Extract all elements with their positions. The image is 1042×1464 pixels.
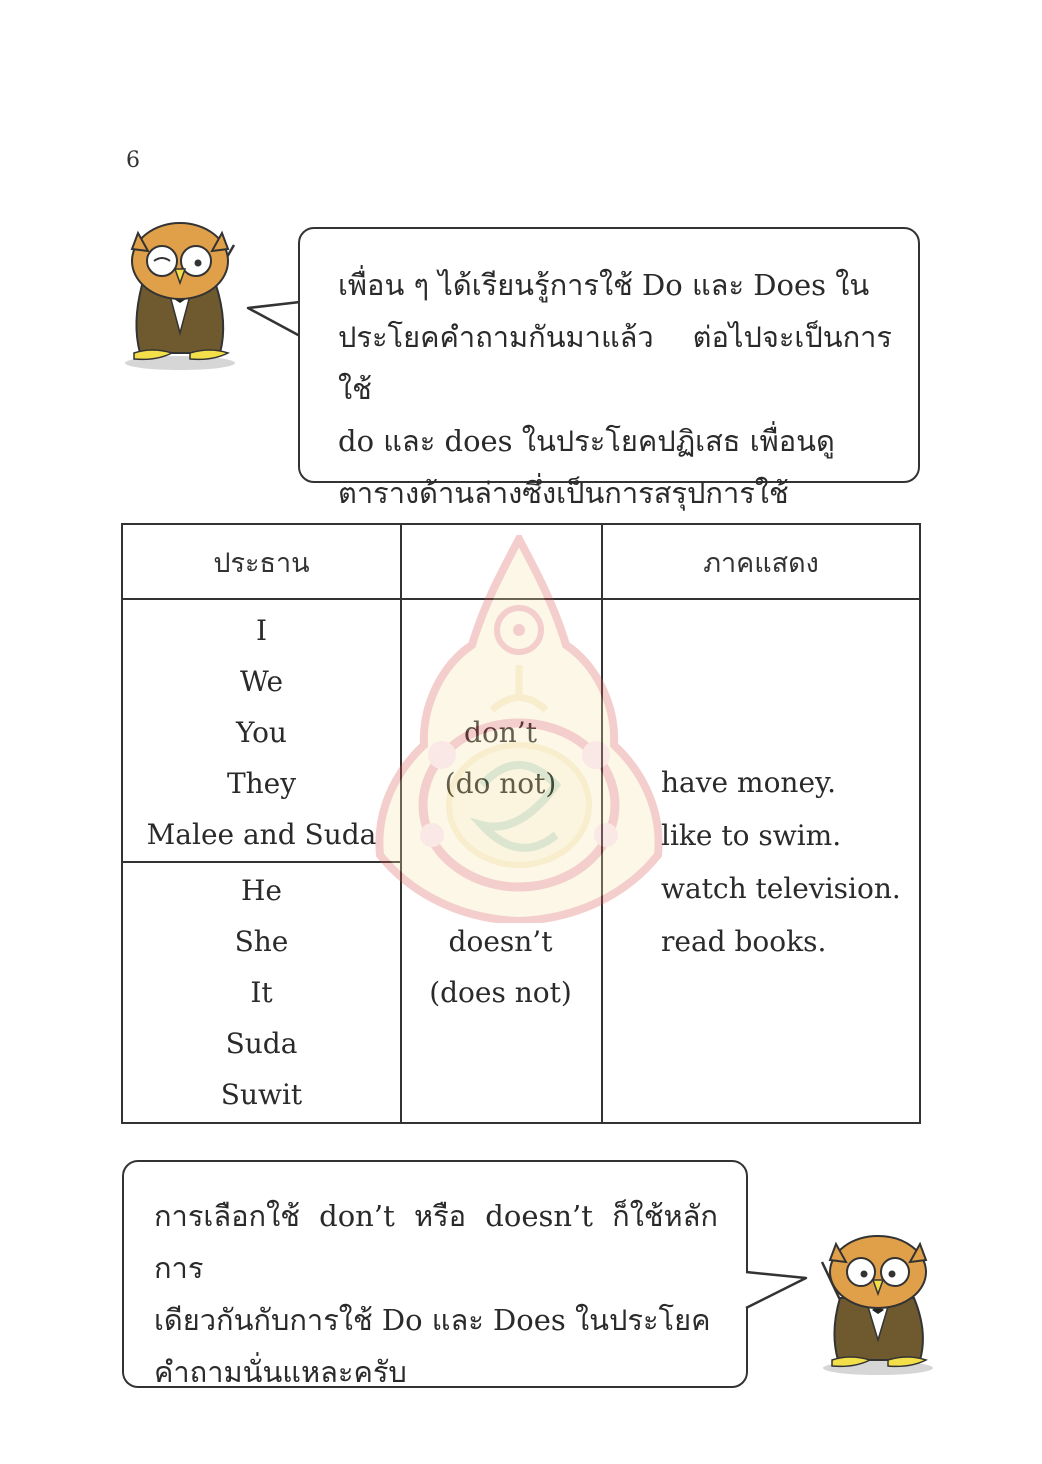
column-divider: [601, 525, 603, 1122]
bubble-tail: [244, 300, 304, 340]
subject-cell: Suwit: [220, 1078, 303, 1111]
bubble-line: ตารางด้านล่างซึ่งเป็นการสรุปการใช้: [338, 476, 789, 510]
column-divider: [400, 525, 402, 1122]
speech-bubble-tip: [122, 1160, 748, 1388]
header-verb: [400, 525, 601, 599]
bubble-tail: [744, 1268, 810, 1312]
subject-cell: Suda: [225, 1027, 298, 1060]
subject-cell: He: [241, 874, 282, 907]
subject-cell: She: [234, 925, 289, 958]
subjects-group-plural: [123, 605, 400, 860]
verb-cell: (does not): [429, 976, 572, 1009]
header-subject: ประธาน: [213, 547, 310, 579]
predicate-list: [661, 756, 901, 968]
bubble-line: การเลือกใช้ don’t หรือ doesn’t ก็ใช้หลักการ: [154, 1199, 718, 1285]
header-predicate: ภาคแสดง: [703, 547, 819, 579]
group-divider: [123, 861, 401, 863]
bubble-line: เพื่อน ๆ ได้เรียนรู้การใช้ Do และ Does ใน: [338, 268, 870, 302]
verb-cell: (do not): [444, 767, 557, 800]
bubble-line: เดียวกันกับการใช้ Do และ Does ในประโยค: [154, 1303, 711, 1337]
bubble-line: ประโยคคำถามกันมาแล้ว ต่อไปจะเป็นการใช้: [338, 320, 892, 406]
predicate-cell: have money.: [661, 766, 837, 799]
subject-cell: I: [255, 614, 268, 647]
bubble-line: do และ does ในประโยคปฏิเสธ เพื่อนดู: [338, 424, 835, 458]
subject-cell: We: [239, 665, 284, 698]
verb-dont: [400, 707, 601, 809]
verb-cell: don’t: [464, 716, 537, 749]
subject-cell: They: [226, 767, 297, 800]
predicate-cell: like to swim.: [661, 819, 842, 852]
owl-teacher-icon: [112, 213, 247, 373]
predicate-cell: read books.: [661, 925, 827, 958]
subject-cell: You: [236, 716, 287, 749]
speech-bubble-intro: [298, 227, 920, 510]
bubble-line: คำถามนั่นแหละครับ: [154, 1355, 407, 1389]
subject-cell: Malee and Suda: [146, 818, 377, 851]
subject-cell: It: [250, 976, 273, 1009]
verb-cell: doesn’t: [448, 925, 553, 958]
page-number: 6: [126, 148, 140, 173]
subjects-group-singular: [123, 865, 400, 1120]
verb-doesnt: [400, 916, 601, 1018]
grammar-table: [121, 523, 921, 1124]
owl-teacher-icon: [808, 1228, 943, 1378]
predicate-cell: watch television.: [661, 872, 901, 905]
